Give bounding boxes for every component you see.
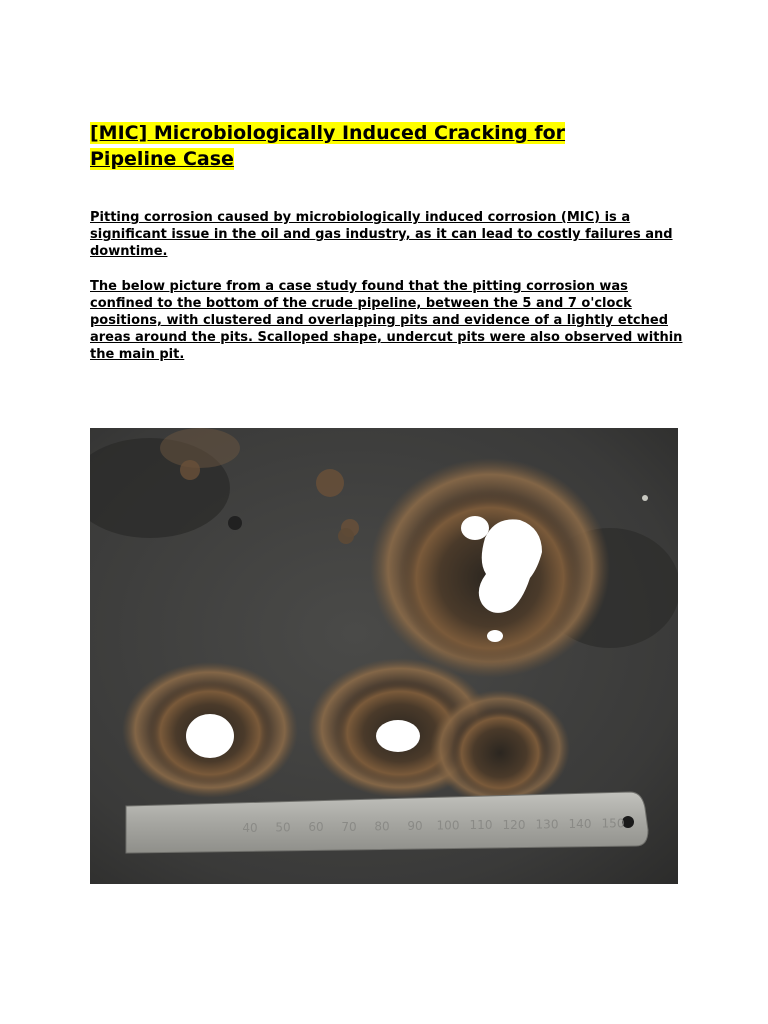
ruler-mark-label: 130 bbox=[535, 817, 559, 832]
ruler-mark-label: 100 bbox=[436, 818, 460, 833]
rust-spot bbox=[228, 516, 242, 530]
ruler-mark-label: 70 bbox=[341, 819, 357, 834]
rust-spot bbox=[338, 528, 354, 544]
left-pit-hole bbox=[186, 714, 234, 758]
document-title bbox=[90, 120, 650, 172]
ruler-mark-label: 90 bbox=[407, 819, 423, 833]
main-pit-hole bbox=[461, 516, 489, 540]
ruler-mark-label: 50 bbox=[275, 820, 291, 835]
ruler-mark-label: 80 bbox=[374, 819, 390, 834]
ruler-mark-label: 40 bbox=[242, 821, 258, 835]
title-highlight: [MIC] Microbiologically Induced Cracking for Pipeline Case bbox=[90, 122, 566, 170]
dark-stain bbox=[160, 428, 240, 468]
right-pit bbox=[452, 709, 548, 797]
ruler-mark-label: 140 bbox=[568, 817, 592, 831]
case-study-paragraph: The below picture from a case study found that the pitting corrosion was confined to the bottom of the crude pipeline, between the 5 and 7 o'clock positions, with clustered and overlapping pits and evidence of a lightly etched areas around the pits. Scalloped shape, undercut pits were also observed within the main pit. bbox=[90, 279, 683, 362]
rust-spot bbox=[642, 495, 648, 501]
ruler-mark-label: 150 bbox=[601, 816, 625, 831]
main-pit-hole bbox=[487, 630, 503, 642]
intro-paragraph: Pitting corrosion caused by microbiologically induced corrosion (MIC) is a significant issue in the oil and gas industry, as it can lead to costly failures and downtime. bbox=[90, 210, 673, 259]
ruler-mark-label: 110 bbox=[469, 818, 493, 833]
ruler-mark-label: 120 bbox=[502, 817, 526, 832]
rust-spot bbox=[180, 460, 200, 480]
rust-spot bbox=[316, 469, 344, 497]
ruler-mark-label: 60 bbox=[308, 820, 324, 835]
pipeline-corrosion-photo bbox=[90, 428, 678, 884]
middle-pit-hole bbox=[376, 720, 420, 752]
